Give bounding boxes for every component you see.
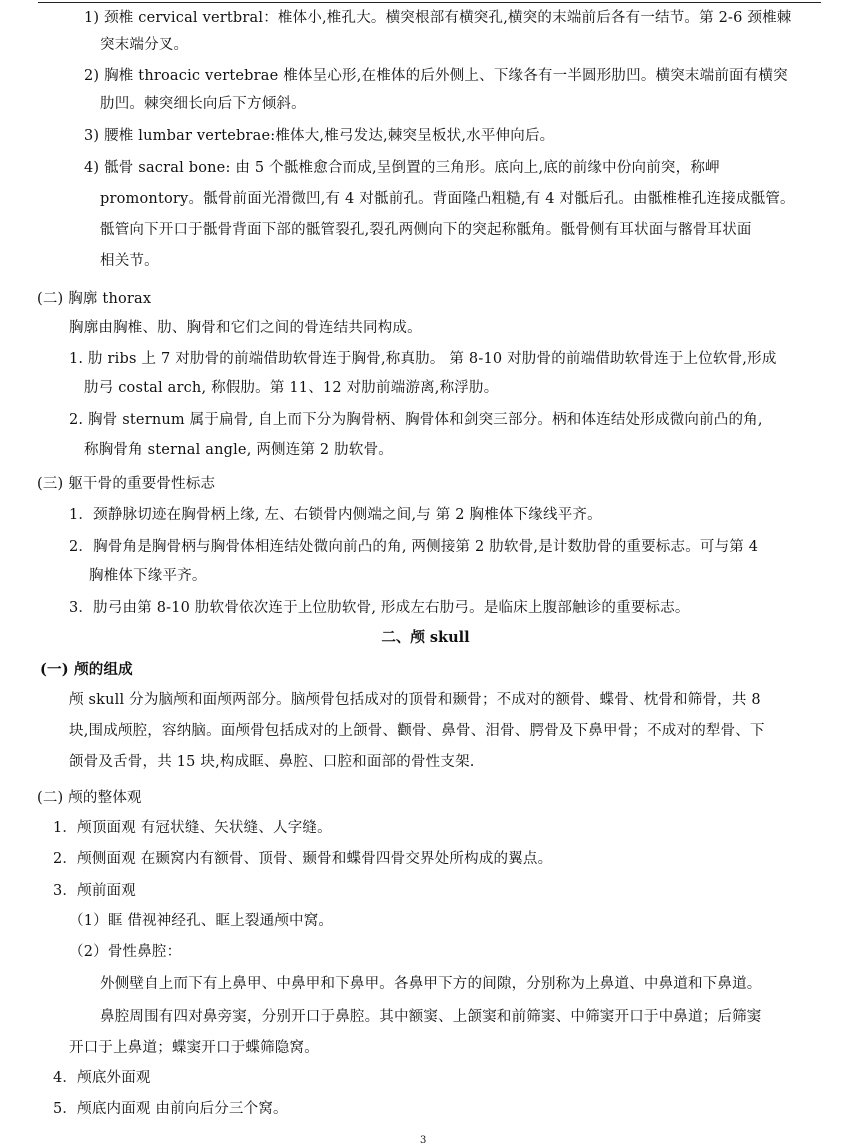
text-line: 块,围成颅腔，容纳脑。面颅骨包括成对的上颌骨、颧骨、鼻骨、泪骨、腭骨及下鼻甲骨；不成对的犁骨、下 <box>69 723 765 739</box>
text-line: 称胸骨角 sternal angle, 两侧连第 2 肋软骨。 <box>84 442 393 458</box>
text-line: 2) 胸椎 throacic vertebrae 椎体呈心形,在椎体的后外侧上、下缘各有一半圆形肋凹。横突末端前面有横突 <box>84 68 788 84</box>
text-line: 胸椎体下缘平齐。 <box>89 568 207 584</box>
text-line: 鼻腔周围有四对鼻旁窦，分别开口于鼻腔。其中额窦、上颌窦和前筛窦、中筛窦开口于中鼻道；后筛窦 <box>100 1009 762 1025</box>
text-line: 相关节。 <box>100 253 159 269</box>
text-line: 肋凹。棘突细长向后下方倾斜。 <box>100 96 306 112</box>
text-line: 2．颅侧面观 在颞窝内有额骨、顶骨、颞骨和蝶骨四骨交界处所构成的翼点。 <box>53 851 553 867</box>
text-line: 颌骨及舌骨，共 15 块,构成眶、鼻腔、口腔和面部的骨性支架. <box>69 754 475 770</box>
text-line: 3．肋弓由第 8-10 肋软骨依次连于上位肋软骨, 形成左右肋弓。是临床上腹部触诊的重要标志。 <box>69 600 690 616</box>
text-line: 5．颅底内面观 由前向后分三个窝。 <box>53 1101 288 1117</box>
text-line: 2. 胸骨 sternum 属于扁骨, 自上而下分为胸骨柄、胸骨体和剑突三部分。柄和体连结处形成微向前凸的角, <box>69 412 763 428</box>
text-line: 1．颈静脉切迹在胸骨柄上缘, 左、右锁骨内侧端之间,与 第 2 胸椎体下缘线平齐。 <box>69 507 602 523</box>
text-line: 1. 肋 ribs 上 7 对肋骨的前端借助软骨连于胸骨,称真肋。 第 8-10 对肋骨的前端借助软骨连于上位软骨,形成 <box>69 351 777 367</box>
text-line: 外侧壁自上而下有上鼻甲、中鼻甲和下鼻甲。各鼻甲下方的间隙，分别称为上鼻道、中鼻道和下鼻道。 <box>100 976 762 992</box>
text-line: 4．颅底外面观 <box>53 1070 151 1086</box>
text-line: 肋弓 costal arch, 称假肋。第 11、12 对肋前端游离,称浮肋。 <box>84 380 499 396</box>
text-line: 3．颅前面观 <box>53 883 136 899</box>
section-heading: (三) 躯干骨的重要骨性标志 <box>37 476 216 492</box>
section-heading: (二) 胸廓 thorax <box>37 291 152 307</box>
text-line: 突末端分叉。 <box>100 37 189 53</box>
header-rule <box>38 2 821 3</box>
chapter-title: 二、颅 skull <box>381 629 470 646</box>
text-line: 开口于上鼻道；蝶窦开口于蝶筛隐窝。 <box>69 1040 319 1056</box>
text-line: 4) 骶骨 sacral bone: 由 5 个骶椎愈合而成,呈倒置的三角形。底向上,底的前缘中份向前突，称岬 <box>84 160 720 176</box>
text-line: promontory。骶骨前面光滑微凹,有 4 对骶前孔。背面隆凸粗糙,有 4 对骶后孔。由骶椎椎孔连接成骶管。 <box>100 191 795 207</box>
text-line: 1．颅顶面观 有冠状缝、矢状缝、人字缝。 <box>53 820 332 836</box>
page-number: 3 <box>420 1135 427 1146</box>
text-line: 1) 颈椎 cervical vertbral：椎体小,椎孔大。横突根部有横突孔,横突的末端前后各有一结节。第 2-6 颈椎棘 <box>84 10 792 26</box>
text-line: （1）眶 借视神经孔、眶上裂通颅中窝。 <box>69 913 334 929</box>
text-line: 3) 腰椎 lumbar vertebrae:椎体大,椎弓发达,棘突呈板状,水平伸向后。 <box>84 128 555 144</box>
text-line: 2．胸骨角是胸骨柄与胸骨体相连结处微向前凸的角, 两侧接第 2 肋软骨,是计数肋骨的重要标志。可与第 4 <box>69 539 759 555</box>
section-heading: (一) 颅的组成 <box>40 661 133 678</box>
section-heading: (二) 颅的整体观 <box>37 790 142 806</box>
text-line: 骶管向下开口于骶骨背面下部的骶管裂孔,裂孔两侧向下的突起称骶角。骶骨侧有耳状面与髂骨耳状面 <box>100 222 752 238</box>
text-line: 胸廓由胸椎、肋、胸骨和它们之间的骨连结共同构成。 <box>69 320 422 336</box>
text-line: 颅 skull 分为脑颅和面颅两部分。脑颅骨包括成对的顶骨和颞骨；不成对的额骨、蝶骨、枕骨和筛骨，共 8 <box>69 692 761 708</box>
text-line: （2）骨性鼻腔： <box>69 944 182 960</box>
